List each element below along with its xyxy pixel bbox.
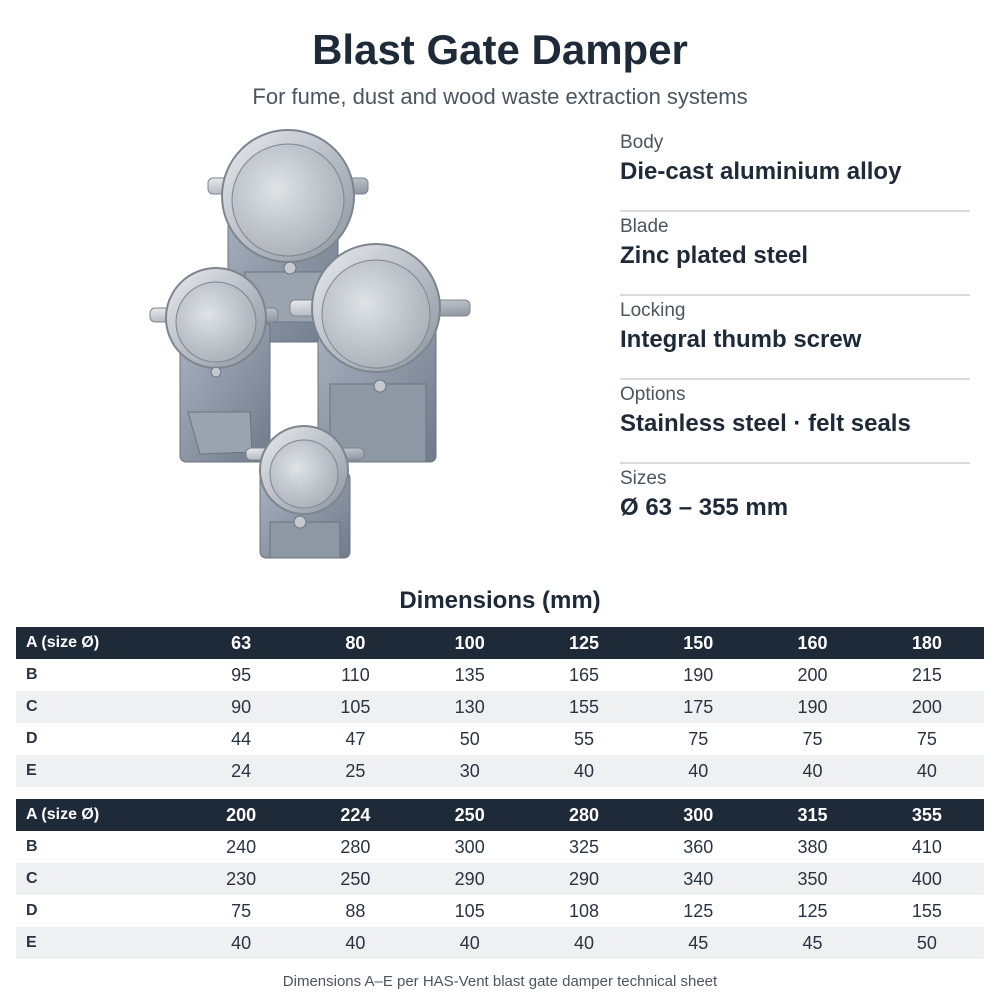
spec-label: Sizes [620, 468, 667, 489]
table-cell: 190 [755, 691, 869, 723]
spec-label: Body [620, 132, 664, 153]
column-header: 150 [641, 627, 755, 659]
page-subtitle: For fume, dust and wood waste extraction systems [252, 84, 748, 109]
table-header-row [16, 799, 984, 831]
table-cell: 165 [568, 664, 599, 685]
spec-options [620, 382, 970, 464]
table-cell: 240 [226, 836, 257, 857]
table-header-row [16, 627, 984, 659]
spec-label: Locking [620, 300, 686, 321]
spec-value: Zinc plated steel [620, 242, 809, 269]
table-cell: 200 [797, 664, 828, 685]
table-cell: 130 [413, 691, 527, 723]
column-header: 180 [870, 627, 984, 659]
table-cell: 75 [231, 900, 252, 921]
spec-locking [620, 298, 970, 380]
table-cell: 40 [184, 927, 298, 959]
table-cell: 40 [755, 755, 869, 787]
table-cell: 55 [573, 728, 594, 749]
spec-blade [620, 214, 970, 296]
table-cell: 30 [413, 755, 527, 787]
spec-value: Stainless steel · felt seals [620, 410, 911, 437]
row-label: D [26, 902, 38, 919]
row-label: D [26, 730, 38, 747]
table-cell: 40 [641, 755, 755, 787]
spec-value: Integral thumb screw [620, 326, 862, 353]
column-header: 160 [755, 627, 869, 659]
table-cell: 125 [797, 900, 828, 921]
column-header: 125 [527, 627, 641, 659]
table-cell: 110 [341, 664, 370, 685]
table-cell: 350 [755, 863, 869, 895]
table-cell: 47 [345, 728, 366, 749]
table-cell: 400 [870, 863, 984, 895]
table-cell: 230 [184, 863, 298, 895]
table-cell: 95 [231, 664, 252, 685]
spec-value: Ø 63 – 355 mm [620, 494, 789, 521]
table-cell: 105 [298, 691, 412, 723]
table-cell: 300 [454, 836, 485, 857]
table-cell: 40 [870, 755, 984, 787]
row-label: E [16, 755, 184, 787]
table-cell: 75 [688, 728, 709, 749]
table-row [16, 723, 984, 755]
table-row [16, 831, 984, 863]
table-cell: 40 [413, 927, 527, 959]
table-cell: 90 [184, 691, 298, 723]
dimensions-table-large [16, 799, 984, 959]
row-label: B [26, 838, 38, 855]
table-cell: 380 [797, 836, 828, 857]
table-cell: 135 [454, 664, 485, 685]
table-cell: 290 [527, 863, 641, 895]
table-cell: 45 [755, 927, 869, 959]
page-title: Blast Gate Damper [312, 26, 688, 73]
column-header: 200 [184, 799, 298, 831]
table-cell: 50 [459, 728, 480, 749]
table-cell: 75 [916, 728, 937, 749]
column-header: 224 [298, 799, 412, 831]
column-header: A (size Ø) [16, 627, 184, 659]
column-header: 355 [870, 799, 984, 831]
row-label: C [16, 691, 184, 723]
table-cell: 155 [527, 691, 641, 723]
table-cell: 290 [413, 863, 527, 895]
table-cell: 340 [641, 863, 755, 895]
table-row [16, 927, 984, 959]
table-cell: 108 [568, 900, 599, 921]
table-cell: 410 [911, 836, 942, 857]
table-cell: 105 [454, 900, 485, 921]
table-cell: 200 [870, 691, 984, 723]
table-cell: 50 [870, 927, 984, 959]
table-row [16, 659, 984, 691]
spec-body [620, 130, 970, 212]
table-cell: 325 [568, 836, 599, 857]
dimensions-table-small [16, 627, 984, 787]
table-cell: 75 [802, 728, 823, 749]
table-cell: 40 [527, 927, 641, 959]
column-header: 300 [641, 799, 755, 831]
table-cell: 250 [298, 863, 412, 895]
column-header: A (size Ø) [16, 799, 184, 831]
table-cell: 360 [683, 836, 714, 857]
spec-label: Options [620, 384, 686, 405]
row-label: C [16, 863, 184, 895]
table-cell: 280 [340, 836, 371, 857]
table-cell: 125 [683, 900, 714, 921]
table-cell: 175 [641, 691, 755, 723]
table-cell: 215 [911, 664, 942, 685]
spec-label: Blade [620, 216, 669, 237]
table-cell: 40 [527, 755, 641, 787]
table-row [16, 895, 984, 927]
column-header: 280 [527, 799, 641, 831]
blast-gate-product-image [140, 122, 480, 570]
column-header: 250 [413, 799, 527, 831]
column-header: 315 [755, 799, 869, 831]
column-header: 63 [184, 627, 298, 659]
table-cell: 40 [298, 927, 412, 959]
table-cell: 24 [184, 755, 298, 787]
table-cell: 44 [231, 728, 252, 749]
row-label: E [16, 927, 184, 959]
table-row [16, 755, 984, 787]
table-row [16, 863, 984, 895]
footer-note: Dimensions A–E per HAS-Vent blast gate damper technical sheet [282, 973, 718, 990]
table-cell: 45 [641, 927, 755, 959]
column-header: 100 [413, 627, 527, 659]
spec-list [620, 130, 970, 550]
table-cell: 25 [298, 755, 412, 787]
table-cell: 88 [345, 900, 366, 921]
table-cell: 190 [683, 664, 714, 685]
table-cell: 155 [911, 900, 942, 921]
table-row [16, 691, 984, 723]
dimensions-title: Dimensions (mm) [399, 587, 601, 614]
column-header: 80 [298, 627, 412, 659]
spec-value: Die-cast aluminium alloy [620, 158, 902, 185]
spec-sizes [620, 466, 970, 548]
row-label: B [26, 666, 38, 683]
